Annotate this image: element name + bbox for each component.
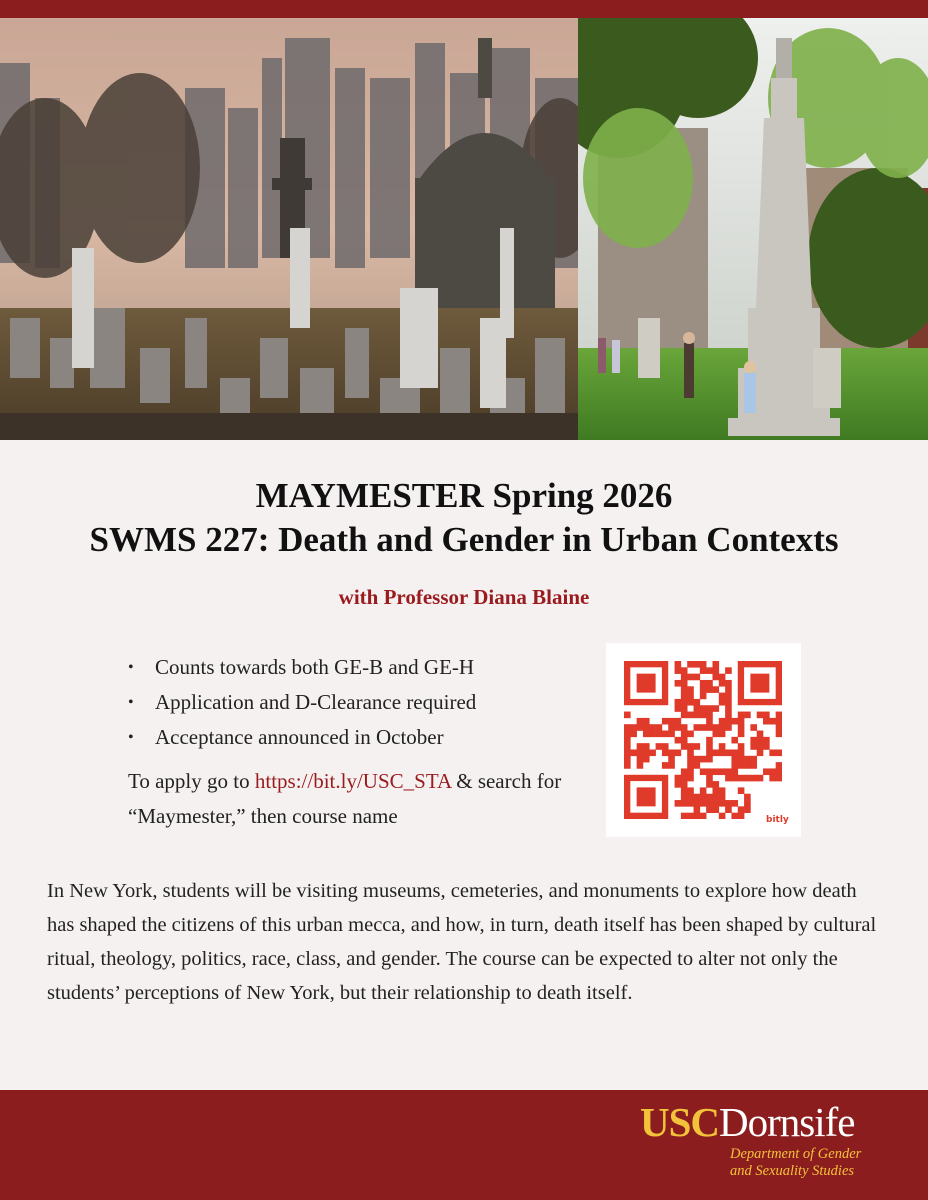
department-line-2: and Sexuality Studies xyxy=(730,1163,855,1179)
logo-dornsife: Dornsife xyxy=(719,1099,855,1145)
usc-dornsife-logo xyxy=(640,1100,910,1180)
churchyard-obelisk-photo xyxy=(578,18,928,440)
apply-link[interactable]: https://bit.ly/USC_STA xyxy=(254,769,451,793)
department-line-1: Department of Gender xyxy=(730,1146,862,1162)
page-title xyxy=(0,474,928,562)
apply-instructions xyxy=(128,764,578,834)
cemetery-skyline-photo xyxy=(0,18,578,440)
headline-term: MAYMESTER Spring 2026 xyxy=(255,476,673,515)
apply-prefix: To apply go to xyxy=(128,769,255,793)
qr-brand-label: bitly xyxy=(766,815,789,825)
top-band xyxy=(0,0,928,18)
logo-usc: USC xyxy=(640,1099,720,1145)
headline-course: SWMS 227: Death and Gender in Urban Contexts xyxy=(89,520,839,559)
apply-suffix: & search for “Maymester,” then course name xyxy=(128,769,562,828)
qr-code[interactable] xyxy=(606,643,801,837)
list-item: • Counts towards both GE-B and GE-H xyxy=(128,650,476,685)
list-item: • Application and D-Clearance required xyxy=(128,685,476,720)
department-name xyxy=(730,1146,910,1180)
list-item: • Acceptance announced in October xyxy=(128,720,476,755)
instructor-line: with Professor Diana Blaine xyxy=(338,585,590,609)
qr-code-icon xyxy=(624,661,782,819)
requirements-list xyxy=(128,650,476,755)
course-description: In New York, students will be visiting museums, cemeteries, and monuments to explore how death has shaped the citizens of this urban mecca, and how, in turn, death itself has been shaped by cultural ritual, theology, politics, race, class, and gender. The course can be expected to alter not only the students’ perceptions of New York, but their relationship to death itself. xyxy=(47,880,877,1004)
